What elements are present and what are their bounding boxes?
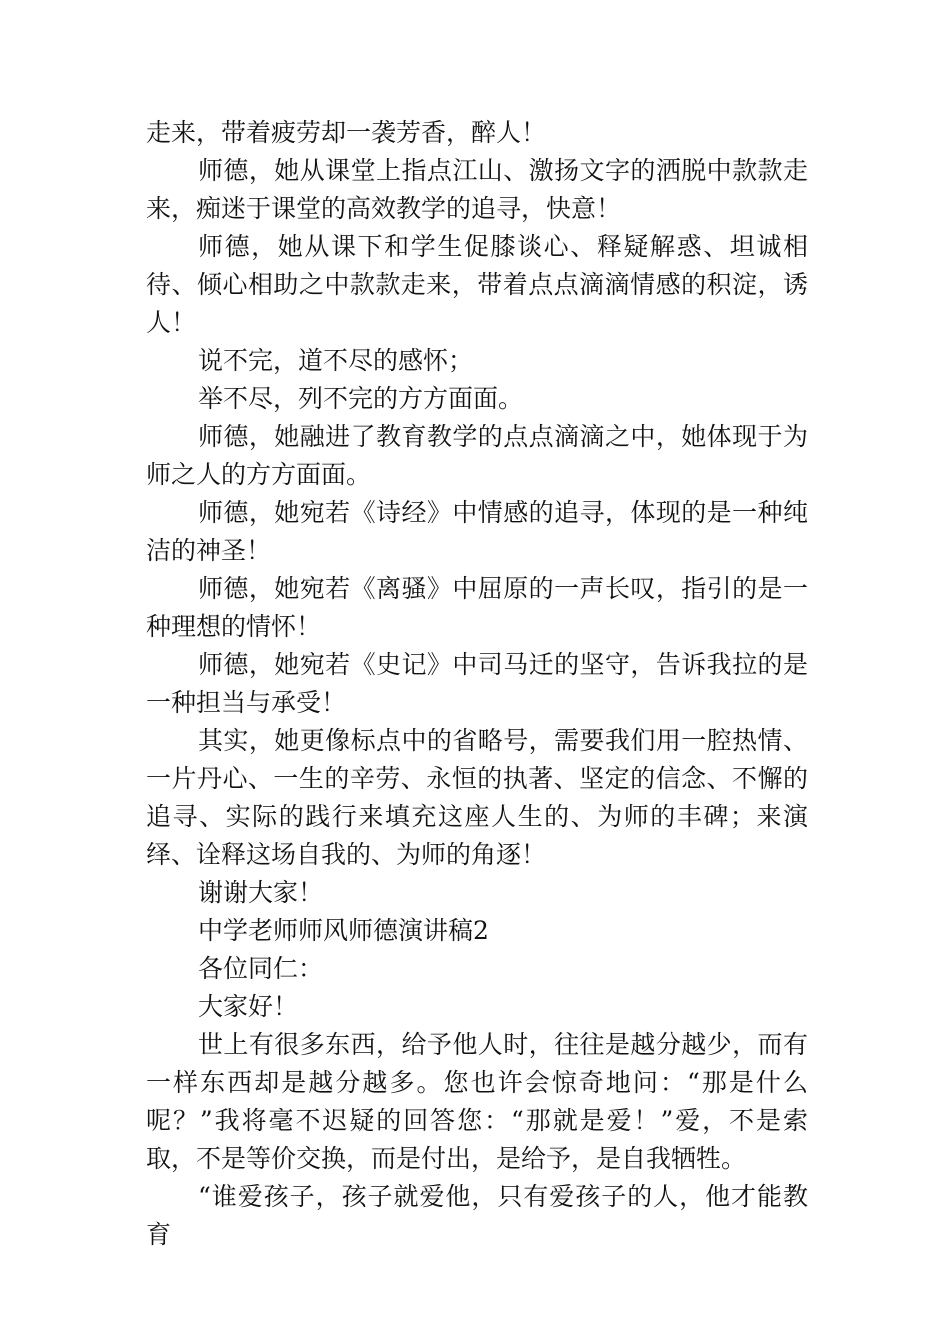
paragraph: 举不尽，列不完的方方面面。 <box>198 384 524 413</box>
paragraph: 师德，她宛若《史记》中司马迁的坚守，告诉我拉的是一种担当与承受！ <box>146 650 808 717</box>
paragraph: 师德，她宛若《离骚》中屈原的一声长叹，指引的是一种理想的情怀！ <box>146 574 808 641</box>
paragraph: 师德，她融进了教育教学的点点滴滴之中，她体现于为师之人的方方面面。 <box>146 422 808 489</box>
paragraph: 说不完，道不尽的感怀； <box>198 346 474 375</box>
paragraph: 师德，她从课堂上指点江山、激扬文字的洒脱中款款走来，痴迷于课堂的高效教学的追寻，快意！ <box>146 156 808 223</box>
speech-title: 中学老师师风师德演讲稿2 <box>198 916 489 945</box>
closing-thanks: 谢谢大家！ <box>198 878 324 907</box>
paragraph: 师德，她从课下和学生促膝谈心、释疑解惑、坦诚相待、倾心相助之中款款走来，带着点点滴滴情感的积淀，诱人！ <box>146 232 808 337</box>
document-body <box>146 114 808 1254</box>
paragraph: “谁爱孩子，孩子就爱他，只有爱孩子的人，他才能教育 <box>146 1182 808 1249</box>
paragraph: 其实，她更像标点中的省略号，需要我们用一腔热情、一片丹心、一生的辛劳、永恒的执著、坚定的信念、不懈的追寻、实际的践行来填充这座人生的、为师的丰碑；来演绎、诠释这场自我的、为师的角逐！ <box>146 726 808 869</box>
greeting: 大家好！ <box>198 992 299 1021</box>
paragraph: 走来，带着疲劳却一袭芳香，醉人！ <box>146 118 547 147</box>
paragraph: 世上有很多东西，给予他人时，往往是越分越少，而有一样东西却是越分越多。您也许会惊奇地问：“那是什么呢？”我将毫不迟疑的回答您：“那就是爱！”爱，不是索取，不是等价交换，而是付出，是给予，是自我牺牲。 <box>146 1030 808 1173</box>
salutation: 各位同仁： <box>198 954 324 983</box>
paragraph: 师德，她宛若《诗经》中情感的追寻，体现的是一种纯洁的神圣！ <box>146 498 808 565</box>
